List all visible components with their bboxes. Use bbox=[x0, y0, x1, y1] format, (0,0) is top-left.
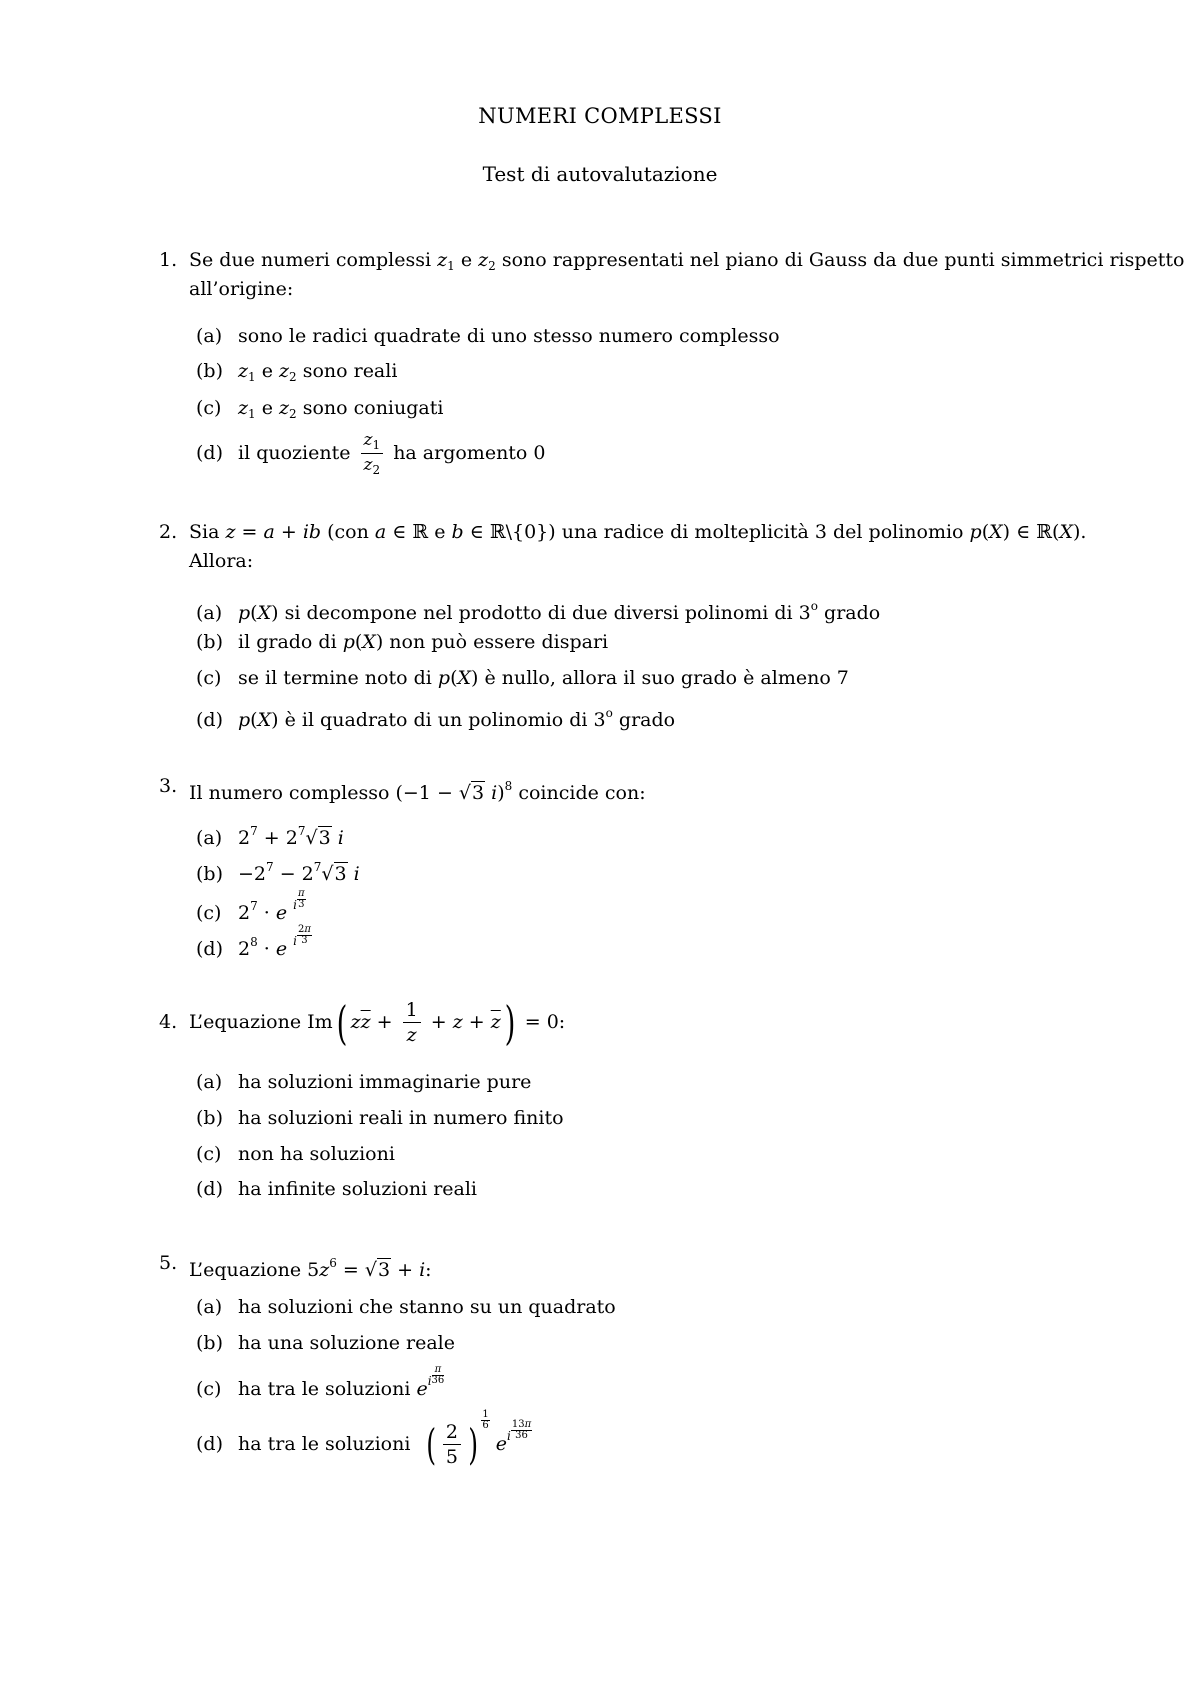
option-d: (d) ha infinite soluzioni reali bbox=[196, 1178, 478, 1200]
option-a: (a) ha soluzioni immaginarie pure bbox=[196, 1071, 532, 1093]
option-b: (b) $z_1$ e $z_2$ sono reali bbox=[196, 360, 398, 384]
option-c: (c) non ha soluzioni bbox=[196, 1143, 395, 1165]
option-a: (a) $2^7 + 2^7√3$ i bbox=[196, 824, 344, 849]
page-subtitle: Test di autovalutazione bbox=[482, 162, 718, 186]
question-number: 4. bbox=[159, 1011, 178, 1033]
option-a: (a) sono le radici quadrate di uno stesso numero complesso bbox=[196, 325, 780, 347]
question-text-line2: Allora: bbox=[189, 550, 254, 572]
question-text: Il numero complesso (−1 − √3 i)$^8$ coincide con: bbox=[189, 779, 646, 804]
option-d: (d) p(X) è il quadrato di un polinomio di 3$^o$ grado bbox=[196, 706, 676, 731]
option-a: (a) ha soluzioni che stanno su un quadrato bbox=[196, 1296, 616, 1318]
option-d: (d) ha tra le soluzioni ( $\frac{2}{5}$ ) $\frac{1}{6}$ $e^i$ $\frac{13\pi}{36}$ bbox=[196, 1409, 532, 1469]
option-b: (b) ha una soluzione reale bbox=[196, 1332, 455, 1354]
option-c: (c) se il termine noto di p(X) è nullo, allora il suo grado è almeno 7 bbox=[196, 667, 849, 689]
question-text-line2: all’origine: bbox=[189, 278, 294, 300]
question-text: Se due numeri complessi $z_1$ e $z_2$ sono rappresentati nel piano di Gauss da due punti simmetrici rispetto bbox=[189, 249, 1185, 273]
question-text: Sia z = a + ib (con a ∈ ℝ e b ∈ ℝ\{0}) una radice di molteplicità 3 del polinomio p(X) ∈ ℝ(X). bbox=[189, 521, 1087, 543]
option-d: (d) il quoziente $\frac{z_1}{z_2}$ ha argomento 0 bbox=[196, 430, 546, 477]
option-b: (b) il grado di p(X) non può essere dispari bbox=[196, 631, 609, 653]
question-text: L’equazione Im( $z\overline{z}$ + $\frac{1}{z}$ + $z + \overline{z}) = 0$: bbox=[189, 996, 566, 1050]
question-number: 1. bbox=[159, 249, 178, 271]
question-number: 5. bbox=[159, 1252, 178, 1274]
option-c: (c) $2^7 \cdot e$ $^i$ $\frac{\pi}{3}$ bbox=[196, 888, 305, 924]
option-b: (b) ha soluzioni reali in numero finito bbox=[196, 1107, 564, 1129]
option-d: (d) $2^8 \cdot e$ $^i$ $\frac{2\pi}{3}$ bbox=[196, 924, 311, 960]
option-c: (c) $z_1$ e $z_2$ sono coniugati bbox=[196, 397, 444, 421]
question-number: 2. bbox=[159, 521, 178, 543]
question-text: L’equazione $5z^6 = √3 + i$: bbox=[189, 1256, 432, 1281]
option-c: (c) ha tra le soluzioni $e^i$ $\frac{\pi}{36}$ bbox=[196, 1364, 445, 1400]
question-number: 3. bbox=[159, 775, 178, 797]
option-a: (a) p(X) si decompone nel prodotto di due diversi polinomi di 3$^o$ grado bbox=[196, 599, 881, 624]
option-b: $(b) -2^7 - 2^7√3$ i bbox=[196, 860, 360, 885]
page-title: NUMERI COMPLESSI bbox=[478, 104, 722, 128]
